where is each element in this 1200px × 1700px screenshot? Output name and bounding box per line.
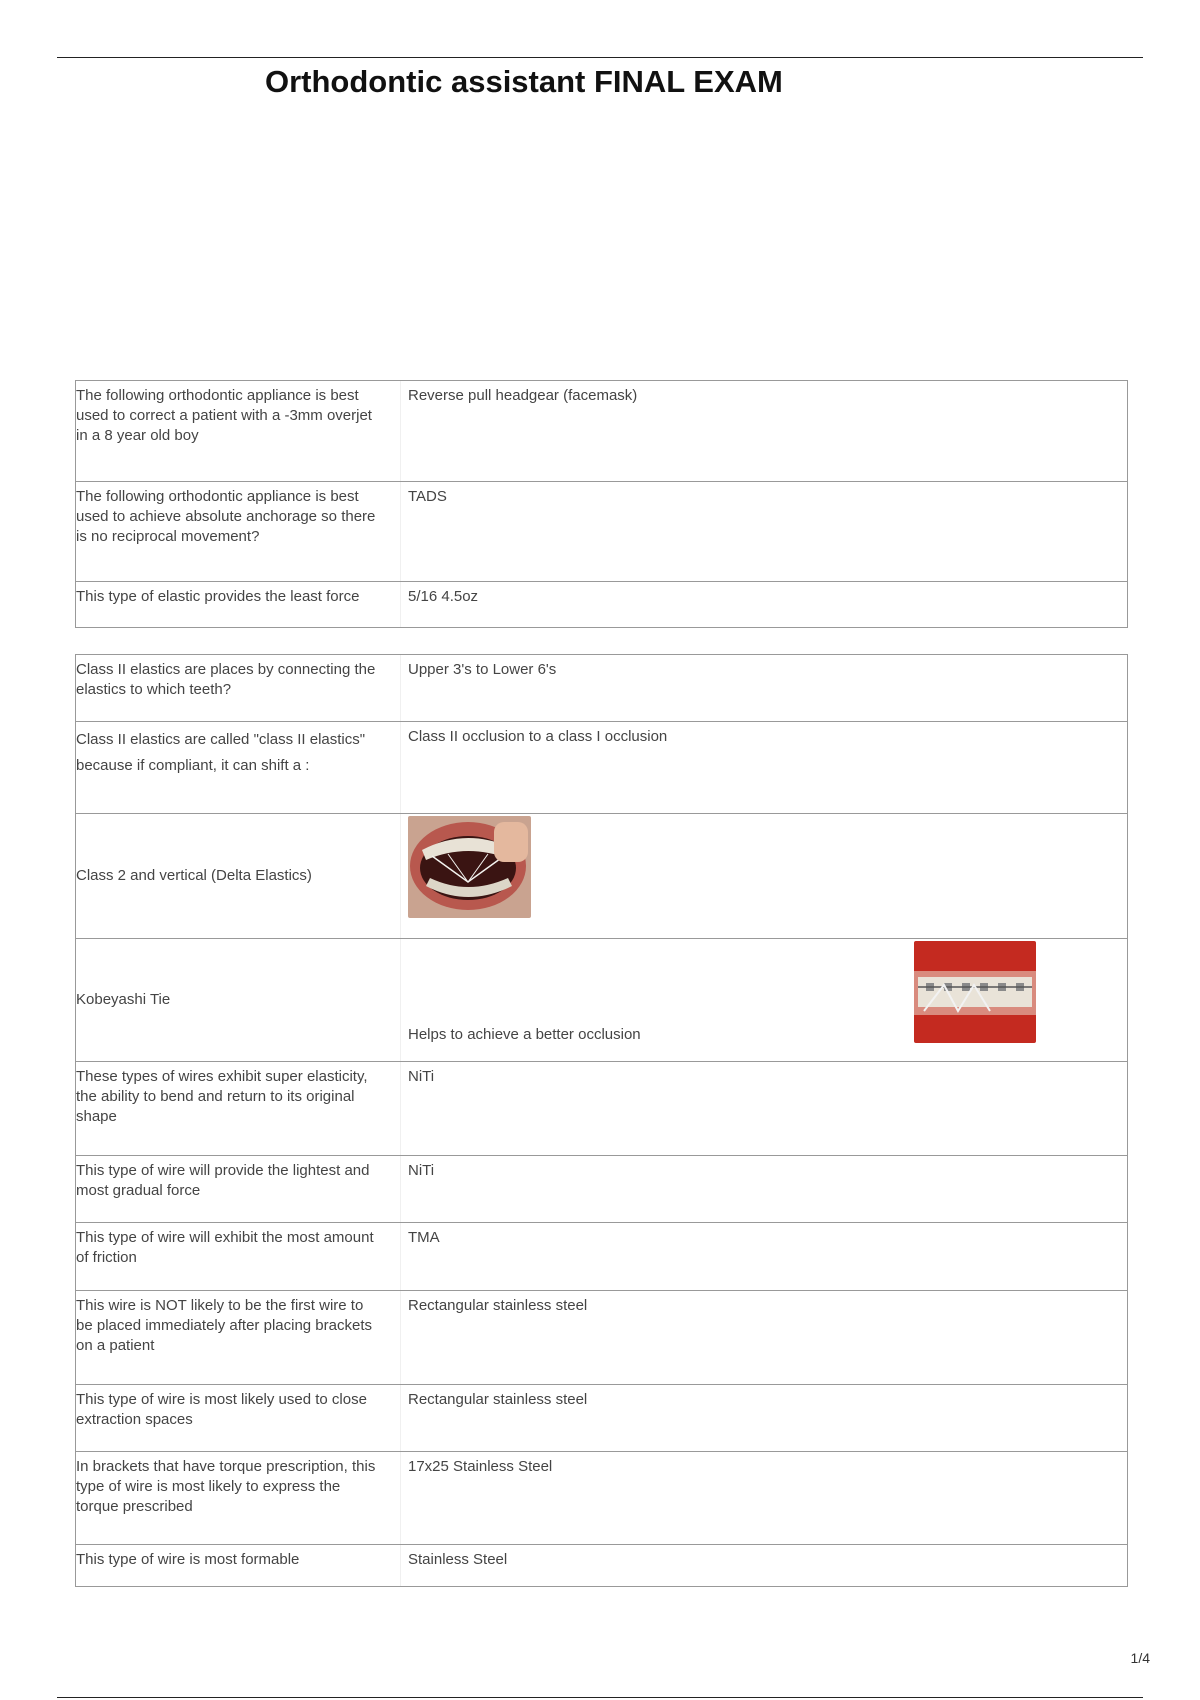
question-cell: The following orthodontic appliance is best used to correct a patient with a -3mm overjet in a 8 year old boy bbox=[76, 381, 401, 482]
question-cell bbox=[76, 814, 401, 939]
question-text: Class II elastics are called "class II elastics" because if compliant, it can shift a : bbox=[76, 731, 366, 774]
document-title: Orthodontic assistant FINAL EXAM bbox=[265, 64, 783, 99]
table-row bbox=[76, 1062, 1128, 1156]
table-row bbox=[76, 381, 1128, 482]
table-row bbox=[76, 1545, 1128, 1587]
question-cell: This type of wire is most likely used to close extraction spaces bbox=[76, 1385, 401, 1452]
question-cell: This type of wire will exhibit the most amount of friction bbox=[76, 1223, 401, 1291]
answer-cell: Rectangular stainless steel bbox=[401, 1291, 1128, 1385]
answer-cell: 5/16 4.5oz bbox=[401, 582, 1128, 628]
question-text: Class 2 and vertical (Delta Elastics) bbox=[76, 867, 312, 884]
question-cell bbox=[76, 722, 401, 814]
question-cell: This wire is NOT likely to be the first wire to be placed immediately after placing brackets on a patient bbox=[76, 1291, 401, 1385]
question-cell: The following orthodontic appliance is best used to achieve absolute anchorage so there is no reciprocal movement? bbox=[76, 482, 401, 582]
question-cell bbox=[76, 939, 401, 1062]
table-row bbox=[76, 1291, 1128, 1385]
delta-elastics-photo bbox=[408, 816, 531, 918]
page-number: 1/4 bbox=[1130, 1650, 1150, 1666]
table-row bbox=[76, 1156, 1128, 1223]
top-rule bbox=[57, 57, 1143, 58]
table-row bbox=[76, 655, 1128, 722]
answer-cell bbox=[401, 939, 1128, 1062]
table-row bbox=[76, 1223, 1128, 1291]
answer-cell bbox=[401, 814, 1128, 939]
table-row bbox=[76, 722, 1128, 814]
question-cell: This type of elastic provides the least force bbox=[76, 582, 401, 628]
qa-table-1 bbox=[75, 380, 1128, 628]
table-row bbox=[76, 939, 1128, 1062]
answer-cell: NiTi bbox=[401, 1156, 1128, 1223]
kobayashi-tie-photo bbox=[914, 941, 1036, 1043]
answer-cell: Upper 3's to Lower 6's bbox=[401, 655, 1128, 722]
question-cell: These types of wires exhibit super elasticity, the ability to bend and return to its original shape bbox=[76, 1062, 401, 1156]
question-cell: Class II elastics are places by connecting the elastics to which teeth? bbox=[76, 655, 401, 722]
answer-cell: Class II occlusion to a class I occlusion bbox=[401, 722, 1128, 814]
table-row bbox=[76, 1385, 1128, 1452]
question-text: Kobeyashi Tie bbox=[76, 991, 171, 1008]
answer-text: Helps to achieve a better occlusion bbox=[408, 1026, 641, 1043]
table-row bbox=[76, 1452, 1128, 1545]
qa-table-2 bbox=[75, 654, 1128, 1587]
question-cell: In brackets that have torque prescription, this type of wire is most likely to express the torque prescribed bbox=[76, 1452, 401, 1545]
bottom-rule bbox=[57, 1697, 1143, 1698]
answer-cell: Stainless Steel bbox=[401, 1545, 1128, 1587]
table-row bbox=[76, 582, 1128, 628]
table-row bbox=[76, 814, 1128, 939]
answer-cell: Reverse pull headgear (facemask) bbox=[401, 381, 1128, 482]
question-cell: This type of wire is most formable bbox=[76, 1545, 401, 1587]
question-cell: This type of wire will provide the lightest and most gradual force bbox=[76, 1156, 401, 1223]
answer-cell: NiTi bbox=[401, 1062, 1128, 1156]
answer-cell: 17x25 Stainless Steel bbox=[401, 1452, 1128, 1545]
answer-cell: TMA bbox=[401, 1223, 1128, 1291]
answer-cell: TADS bbox=[401, 482, 1128, 582]
answer-cell: Rectangular stainless steel bbox=[401, 1385, 1128, 1452]
table-row bbox=[76, 482, 1128, 582]
